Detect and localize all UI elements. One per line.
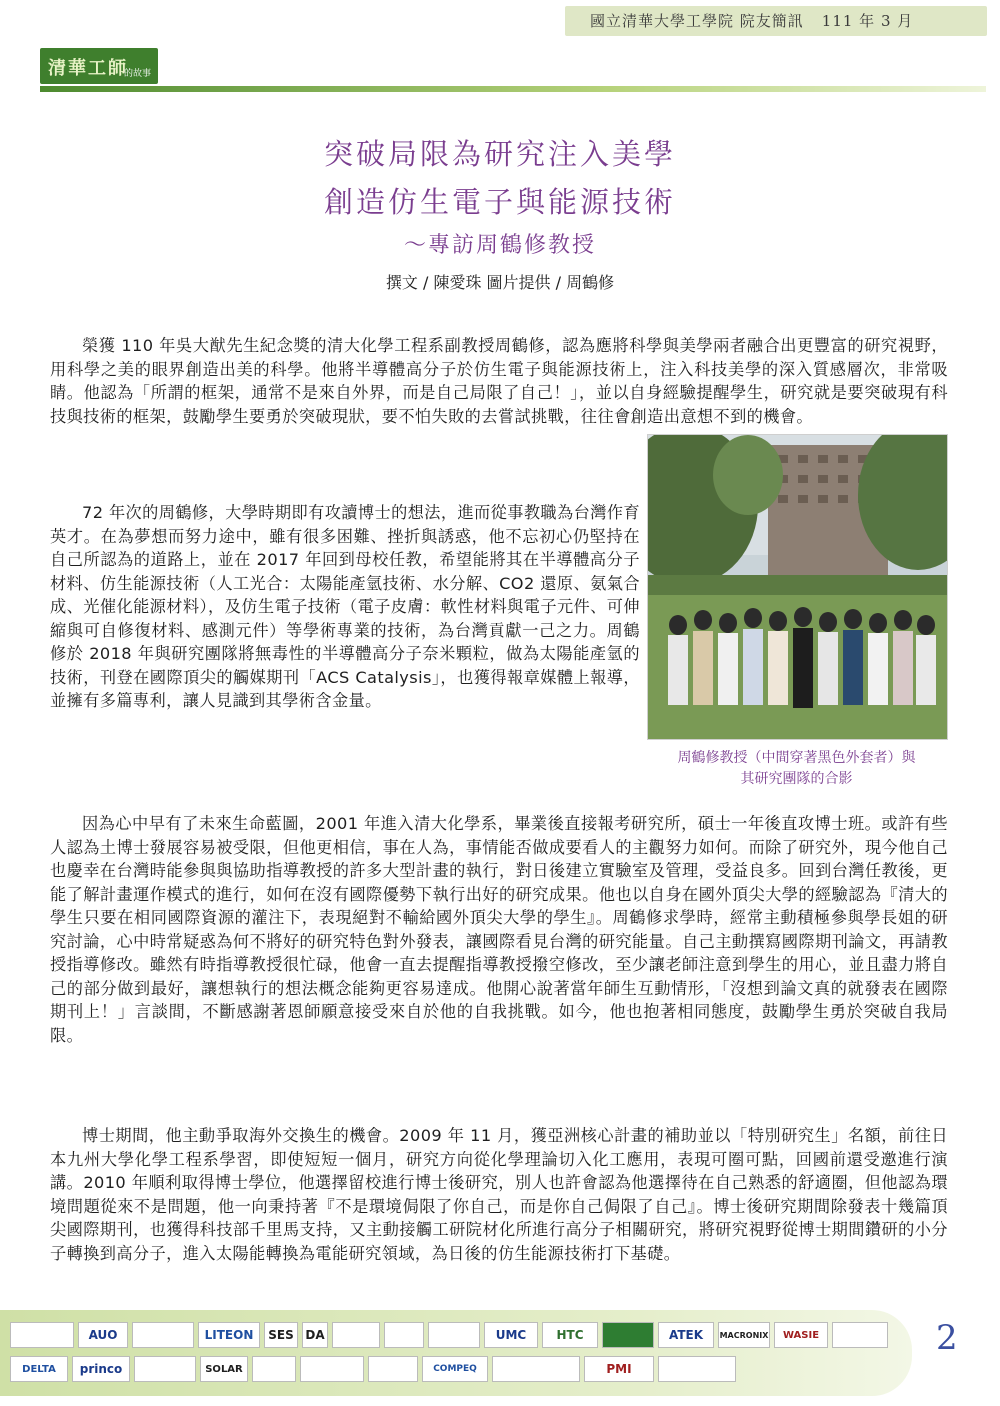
sponsor-logo-delta: DELTA: [10, 1356, 68, 1382]
sponsor-row-2: [10, 1356, 736, 1382]
group-photo-image: [648, 435, 947, 739]
sponsor-logo-atek: ATEK: [658, 1322, 714, 1348]
column-logo-sub: 的故事: [124, 69, 152, 79]
sponsor-logo-htc: HTC: [542, 1322, 598, 1348]
photo-caption: [645, 748, 948, 790]
group-photo: [647, 434, 948, 740]
sponsor-logo-wasie: WASIE: [774, 1322, 828, 1348]
sponsor-logo-ses: SES: [264, 1322, 298, 1348]
article-subtitle: ～專訪周鶴修教授: [403, 233, 596, 258]
sponsor-logo-1: [10, 1322, 74, 1348]
sponsor-logo-r2-5: [252, 1356, 296, 1382]
page-number: 2: [936, 1318, 958, 1358]
sponsor-logo-princo: princo: [72, 1356, 130, 1382]
sponsor-logo-3: [132, 1322, 194, 1348]
sponsor-logo-r2-11: [658, 1356, 736, 1382]
header-text: [590, 10, 913, 31]
sponsor-logo-12: [602, 1322, 654, 1348]
article-title-line2: 創造仿生電子與能源技術: [323, 185, 676, 219]
issue-date: 111 年 3 月: [821, 12, 914, 30]
sponsor-logo-8: [384, 1322, 424, 1348]
sponsor-logo-r2-9: [492, 1356, 580, 1382]
sponsor-logo-compeq: COMPEQ: [422, 1356, 488, 1382]
sponsor-logo-7: [332, 1322, 380, 1348]
publication-name: 國立清華大學工學院 院友簡訊: [590, 12, 804, 30]
sponsor-logo-9: [428, 1322, 480, 1348]
sponsor-logo-r2-3: [134, 1356, 196, 1382]
sponsor-row-1: [10, 1322, 888, 1348]
paragraph-1: 榮獲 110 年吳大猷先生紀念獎的清大化學工程系副教授周鶴修，認為應將科學與美學兩者融合出更豐富的研究視野，用科學之美的眼界創造出美的科學。他將半導體高分子於仿生電子與能源技術上，注入科技美學的深入質感層次，非常吸睛。他認為「所謂的框架，通常不是來自外界，而是自己局限了自己！」，並以自身經驗提醒學生，研究就是要突破現有科技與技術的框架，鼓勵學生要勇於突破現狀，要不怕失敗的去嘗試挑戰，往往會創造出意想不到的機會。: [50, 336, 948, 426]
column-logo: 清華工師: [48, 58, 128, 79]
sponsor-logo-da: DA: [302, 1322, 328, 1348]
sponsor-logo-liteon: LITEON: [198, 1322, 260, 1348]
sponsor-logo-pmi: PMI: [584, 1356, 654, 1382]
sponsor-logo-r2-6: [300, 1356, 364, 1382]
paragraph-3: 因為心中早有了未來生命藍圖，2001 年進入清大化學系，畢業後直接報考研究所，碩士一年後直攻博士班。或許有些人認為土博士發展容易被受限，但他更相信，事在人為，事情能否做成要看人的主觀努力如何。而除了研究外，現今他自己也慶幸在台灣時能參與與協助指導教授的許多大型計畫的執行，對日後建立實驗室及管理，受益良多。回到台灣任教後，更能了解計畫運作模式的進行，如何在沒有國際優勢下執行出好的研究成果。他也以自身在國外頂尖大學的經驗認為『清大的學生只要在相同國際資源的灌注下，表現絕對不輸給國外頂尖大學的學生』。周鶴修求學時，經常主動積極參與學長姐的研究討論，心中時常疑惑為何不將好的研究特色對外發表，讓國際看見台灣的研究能量。自己主動撰寫國際期刊論文，再請教授指導修改。雖然有時指導教授很忙碌，他會一直去提醒指導教授撥空修改，至少讓老師注意到學生的用心，並且盡力將自己的部分做到最好，讓想執行的想法概念能夠更容易達成。他開心說著當年師生互動情形，「沒想到論文真的就發表在國際期刊上！」言談間，不斷感謝著恩師願意接受來自於他的自我挑戰。如今，他也抱著相同態度，鼓勵學生勇於突破自我局限。: [50, 814, 948, 1045]
sponsor-logo-macronix: MACRONIX: [718, 1322, 770, 1348]
sponsor-logo-16: [832, 1322, 888, 1348]
photo-caption-line1: 周鶴修教授（中間穿著黑色外套者）與: [677, 750, 916, 766]
sponsor-logo-r2-7: [368, 1356, 418, 1382]
article-byline: 撰文 / 陳愛珠 圖片提供 / 周鶴修: [385, 273, 615, 292]
article-title-line1: 突破局限為研究注入美學: [323, 137, 676, 171]
sponsor-logo-auo: AUO: [78, 1322, 128, 1348]
sponsor-logo-solar: SOLAR: [200, 1356, 248, 1382]
header-rule: [40, 86, 986, 92]
paragraph-4: 博士期間，他主動爭取海外交換生的機會。2009 年 11 月，獲亞洲核心計畫的補助並以「特別研究生」名額，前往日本九州大學化學工程系學習，即使短短一個月，研究方向從化學理論切入化工應用，表現可圈可點，回國前還受邀進行演講。2010 年順利取得博士學位，他選擇留校進行博士後研究，別人也許會認為他選擇待在自己熟悉的舒適圈，但他認為環境問題從來不是問題，他一向秉持著『不是環境侷限了你自己，而是你自己侷限了自己』。博士後研究期間除發表十幾篇頂尖國際期刊，也獲得科技部千里馬支持，又主動接觸工研院材化所進行高分子相關研究，將研究視野從博士期間鑽研的小分子轉換到高分子，進入太陽能轉換為電能研究領域，為日後的仿生能源技術打下基礎。: [50, 1126, 948, 1263]
paragraph-2: 72 年次的周鶴修，大學時期即有攻讀博士的想法，進而從事教職為台灣作育英才。在為夢想而努力途中，雖有很多困難、挫折與誘惑，他不忘初心仍堅持在自己所認為的道路上，並在 2017 年回到母校任教，希望能將其在半導體高分子材料、仿生能源技術（人工光合：太陽能產氫技術、水分解、CO2 還原、氨氣合成、光催化能源材料），及仿生電子技術（電子皮膚：軟性材料與電子元件、可伸縮與可自修復材料、感測元件）等學術專業的技術，為台灣貢獻一己之力。周鶴修於 2018 年與研究團隊將無毒性的半導體高分子奈米顆粒，做為太陽能產氫的技術，刊登在國際頂尖的觸媒期刊「ACS Catalysis」，也獲得報章媒體上報導，並擁有多篇專利，讓人見識到其學術含金量。: [50, 503, 640, 710]
photo-caption-line2: 其研究團隊的合影: [740, 771, 853, 787]
sponsor-logo-umc: UMC: [484, 1322, 538, 1348]
